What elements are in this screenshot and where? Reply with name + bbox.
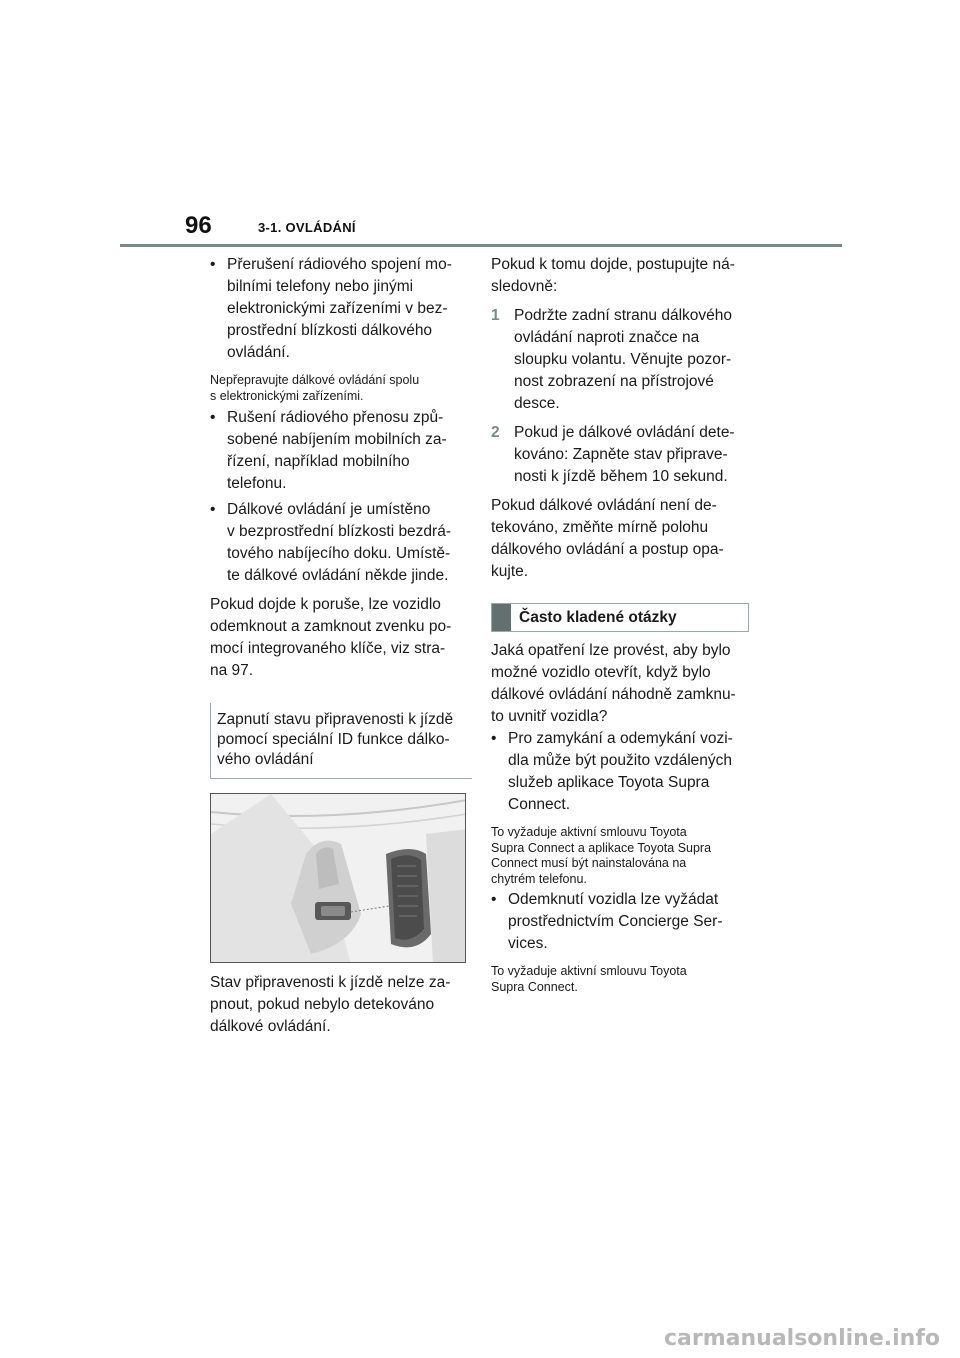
paragraph-integrated-key: Pokud dojde k poruše, lze vozidlo odemknout a zamknout zvenku po- mocí integrovaného klíče, viz stra- na 97. [210, 596, 452, 679]
page-number: 96 [185, 212, 212, 239]
bullet-dot: • [491, 730, 497, 747]
faq-question: Jaká opatření lze provést, aby bylo možné vozidlo otevřít, když bylo dálkové ovládání náhodně zamknu- to uvnitř vozidla? [491, 642, 736, 725]
figure-caption-box: Zapnutí stavu připravenosti k jízdě pomocí speciální ID funkce dálko- vého ovládání [210, 703, 472, 779]
bullet-dot: • [210, 501, 216, 518]
bullet-dot: • [210, 409, 216, 426]
paragraph-procedure-intro: Pokud k tomu dojde, postupujte ná- sledovně: [491, 256, 735, 295]
step-number: 2 [491, 424, 500, 441]
paragraph-not-detected: Pokud dálkové ovládání není de- tekováno, změňte mírně polohu dálkového ovládání a postup opa- kujte. [491, 497, 724, 580]
section-title: 3-1. OVLÁDÁNÍ [258, 220, 356, 235]
bullet-text: Přerušení rádiového spojení mo- bilními telefony nebo jinými elektronickými zařízeními v bez- prostřední blízkosti dálkového ovládání. [227, 256, 452, 361]
bullet-charging-interference [210, 407, 472, 495]
bullet-text: Odemknutí vozidla lze vyžádat prostřednictvím Concierge Ser- vices. [508, 891, 723, 952]
header-rule [120, 244, 842, 247]
step-2: 2 Pokud je dálkové ovládání dete- kováno: Zapněte stav připrave- nosti k jízdě během 10 sekund. [491, 424, 735, 485]
bullet-radio-interference [210, 254, 472, 364]
bullet-dot: • [210, 256, 216, 273]
paragraph-ready-state: Stav připravenosti k jízdě nelze za- pnout, pokud nebylo detekováno dálkové ovládání. [210, 974, 451, 1035]
note-transport: Nepřepravujte dálkové ovládání spolu s elektronickými zařízeními. [210, 373, 420, 403]
bullet-concierge [491, 889, 753, 955]
faq-accent-bar [492, 604, 511, 631]
bullet-text: Rušení rádiového přenosu způ- sobené nabíjením mobilních za- řízení, například mobilního telefonu. [227, 409, 447, 492]
bullet-text: Dálkové ovládání je umístěno v bezprostřední blízkosti bezdrá- tového nabíjecího doku. Umístě- te dálkové ovládání někde jinde. [227, 501, 451, 584]
step-1: 1 Podržte zadní stranu dálkového ovládání naproti značce na sloupku volantu. Věnujte pozor- nost zobrazení na přístrojové desce. [491, 307, 732, 412]
bullet-wireless-dock [210, 499, 472, 587]
steering-column-illustration [210, 793, 466, 963]
faq-heading-box [491, 603, 749, 632]
bullet-remote-services [491, 728, 753, 816]
note-supra-connect-app: To vyžaduje aktivní smlouvu Toyota Supra Connect a aplikace Toyota Supra Connect musí být nainstalována na chytrém telefonu. [491, 825, 712, 886]
note-supra-connect: To vyžaduje aktivní smlouvu Toyota Supra Connect. [491, 964, 687, 994]
watermark: carmanualsonline.info [664, 1326, 940, 1351]
bullet-dot: • [491, 891, 497, 908]
faq-title: Často kladené otázky [519, 609, 677, 626]
bullet-text: Pro zamykání a odemykání vozi- dla může být použito vzdálených služeb aplikace Toyota Supra Connect. [508, 730, 733, 813]
steering-column-drawing [211, 794, 466, 963]
right-column [491, 254, 753, 995]
left-column [210, 254, 472, 1038]
step-number: 1 [491, 307, 500, 324]
